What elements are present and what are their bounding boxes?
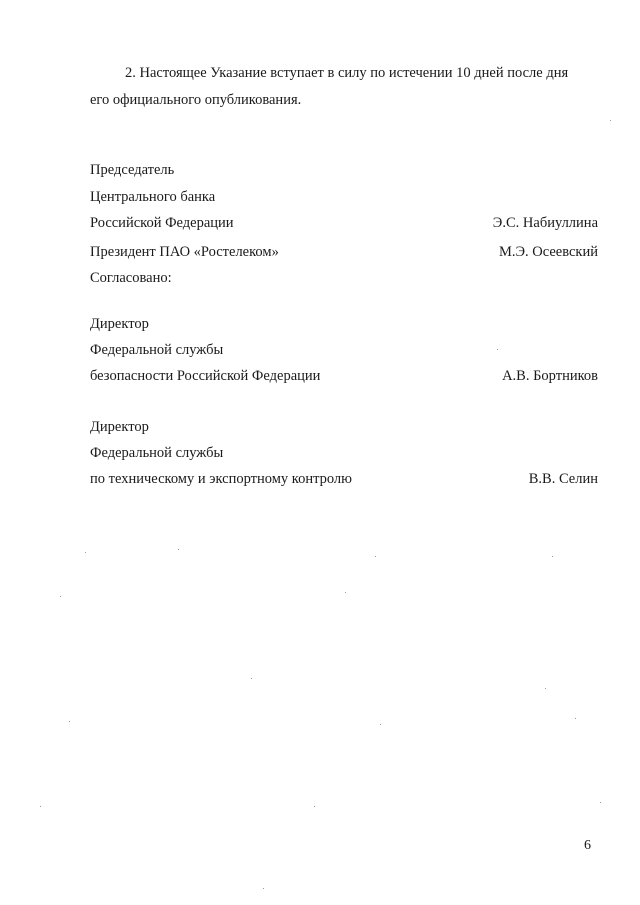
scan-speck: [575, 718, 576, 719]
scan-speck: [178, 549, 179, 550]
scan-speck: [345, 592, 346, 593]
scan-speck: [375, 556, 376, 557]
paragraph-line-2: его официального опубликования.: [90, 92, 302, 108]
scan-speck: [497, 349, 498, 350]
scan-speck: [263, 888, 264, 889]
scan-speck: [314, 806, 315, 807]
agreed-label: Согласовано:: [90, 270, 172, 286]
fsb-title-line-3: безопасности Российской Федерации: [90, 368, 321, 384]
scan-speck: [552, 556, 553, 557]
fstek-title-line-2: Федеральной службы: [90, 445, 224, 461]
fsb-title-line-1: Директор: [90, 316, 149, 332]
fsb-director-name: А.В. Бортников: [502, 368, 598, 384]
paragraph-line-1: 2. Настоящее Указание вступает в силу по истечении 10 дней после дня: [125, 65, 569, 81]
scan-speck: [600, 802, 601, 803]
fstek-title-line-3: по техническому и экспортному контролю: [90, 471, 352, 487]
scan-speck: [40, 806, 41, 807]
scan-speck: [85, 552, 86, 553]
chairman-name: Э.С. Набиуллина: [492, 215, 598, 231]
page-number: 6: [584, 838, 591, 853]
fstek-title-line-1: Директор: [90, 419, 149, 435]
chairman-title-line-1: Председатель: [90, 162, 175, 178]
fsb-title-line-2: Федеральной службы: [90, 342, 224, 358]
chairman-title-line-3: Российской Федерации: [90, 215, 234, 231]
scan-speck: [545, 688, 546, 689]
president-title: Президент ПАО «Ростелеком»: [90, 244, 279, 260]
fstek-director-name: В.В. Селин: [528, 471, 598, 487]
scan-speck: [60, 596, 61, 597]
scan-speck: [251, 678, 252, 679]
chairman-title-line-2: Центрального банка: [90, 189, 216, 205]
scan-speck: [380, 724, 381, 725]
scan-speck: [69, 721, 70, 722]
president-name: М.Э. Осеевский: [498, 244, 598, 260]
scan-speck: [610, 120, 611, 121]
